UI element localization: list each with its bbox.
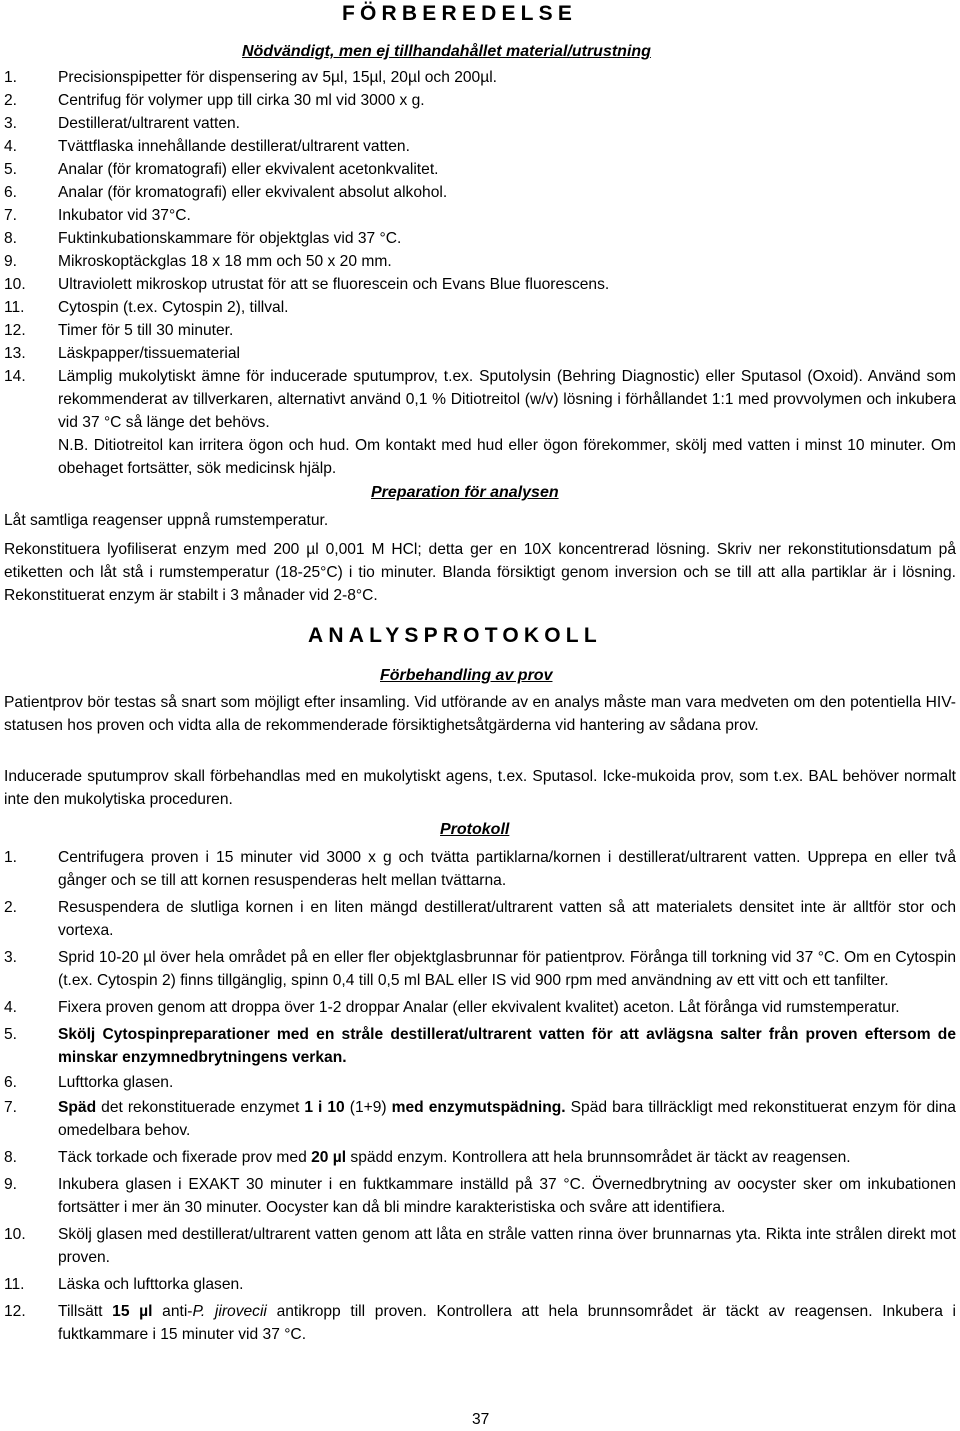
list-item: 7. Inkubator vid 37°C. (4, 207, 191, 224)
protocol-step-6: 6. Lufttorka glasen. (4, 1074, 174, 1091)
list-item-mucolytic: 14. Lämplig mukolytiskt ämne för inducerade sputumprov, t.ex. Sputolysin (Behring Diagnostic) eller Sputasol (Oxoid). Använd som rekommenderat av tillverkaren, alternativt använd 0,1 % Ditiotreitol (w/v) lösning i förhållandet 1:1 med provvolymen och inkubera vid 37 °C så länge det behövs. N.B. Ditiotreitol kan irritera ögon och hud. Om kontakt med hud eller ögon förekommer, skölj med vatten i minst 10 minuter. Om obehaget fortsätter, sök medicinsk hjälp. (4, 365, 956, 480)
protocol-steps (4, 846, 956, 1346)
pretreat-paragraph-2: Inducerade sputumprov skall förbehandlas med en mukolytiskt agens, t.ex. Sputasol. Icke-mukoida prov, som t.ex. BAL behöver normalt inte den mukolytiska proceduren. (4, 768, 956, 808)
protocol-step-10: 10. Skölj glasen med destillerat/ultrarent vatten genom att låta en stråle vatten rinna över brunnarnas yta. Rikta inte strålen direkt mot proven. (4, 1226, 956, 1266)
list-item: 1. Precisionspipetter för dispensering av 5µl, 15µl, 20µl och 200µl. (4, 69, 498, 86)
list-item: 8. Fuktinkubationskammare för objektglas vid 37 °C. (4, 230, 402, 247)
list-item: 11. Cytospin (t.ex. Cytospin 2), tillval. (4, 299, 289, 316)
protocol-step-7: 7. Späd det rekonstituerade enzymet 1 i 10 (1+9) med enzymutspädning. Späd bara tillräckligt med rekonstituerat enzym för dina omedelbara behov. (4, 1099, 956, 1139)
protocol-step-2: 2. Resuspendera de slutliga kornen i en liten mängd destillerat/ultrarent vatten så att materialets densitet inte är alltför stor och vortexa. (4, 899, 956, 939)
prep-paragraph-2: Rekonstituera lyofiliserat enzym med 200 µl 0,001 M HCl; detta ger en 10X koncentrerad lösning. Skriv ner rekonstitutionsdatum på etiketten och låt stå i rumstemperatur (18-25°C) i tio minuter. Blanda försiktigt genom inversion och se till att alla partiklar är i lösning. Rekonstituerat enzym är stabilt i 3 månader vid 2-8°C. (4, 541, 956, 604)
heading-preparation: Preparation för analysen (371, 484, 559, 501)
list-item: 13. Läskpapper/tissuematerial (4, 345, 241, 362)
protocol-step-4: 4. Fixera proven genom att droppa över 1-2 droppar Analar (eller ekvivalent kvalitet) aceton. Låt förånga vid rumstemperatur. (4, 999, 900, 1016)
mucolytic-text: Lämplig mukolytiskt ämne för inducerade sputumprov, t.ex. Sputolysin (Behring Diagnostic) eller Sputasol (Oxoid). Använd som rekommenderat av tillverkaren, alternativt använd 0,1 % Ditiotreitol (w/v) lösning i förhållandet 1:1 med provvolymen och inkubera vid 37 °C så länge det behövs. (58, 368, 956, 431)
protocol-step-3: 3. Sprid 10-20 µl över hela området på en eller fler objektglasbrunnar för patientprov. Förånga till torkning vid 37 °C. Om en Cytospin (t.ex. Cytospin 2) finns tillgänglig, spinn 0,4 till 0,5 ml BAL eller IS vid 900 rpm med användning av ett vitt och ett tanfilter. (4, 949, 956, 989)
page-number: 37 (472, 1411, 490, 1428)
heading-pretreatment: Förbehandling av prov (380, 667, 553, 684)
section-title-analysprotokoll: ANALYSPROTOKOLL (308, 624, 602, 647)
protocol-step-5: 5. Skölj Cytospinpreparationer med en stråle destillerat/ultrarent vatten för att avlägsna salter från proven eftersom de minskar enzymnedbrytningens verkan. (4, 1026, 956, 1066)
list-item: 5. Analar (för kromatografi) eller ekvivalent acetonkvalitet. (4, 161, 439, 178)
list-item: 9. Mikroskoptäckglas 18 x 18 mm och 50 x 20 mm. (4, 253, 392, 270)
protocol-step-9: 9. Inkubera glasen i EXAKT 30 minuter i en fuktkammare inställd på 37 °C. Övernedbrytning av oocyster sker om inkubationen fortsätter i mer än 30 minuter. Oocyster kan då bli mindre karakteristiska och svåre att identifiera. (4, 1176, 956, 1216)
prep-paragraph-1: Låt samtliga reagenser uppnå rumstemperatur. (4, 512, 329, 529)
list-item: 2. Centrifug för volymer upp till cirka 30 ml vid 3000 x g. (4, 92, 425, 109)
safety-note: N.B. Ditiotreitol kan irritera ögon och hud. Om kontakt med hud eller ögon förekommer, skölj med vatten i minst 10 minuter. Om obehaget fortsätter, sök medicinsk hjälp. (58, 437, 956, 477)
list-item: 10. Ultraviolett mikroskop utrustat för att se fluorescein och Evans Blue fluorescens. (4, 276, 610, 293)
list-item: 12. Timer för 5 till 30 minuter. (4, 322, 234, 339)
list-item: 6. Analar (för kromatografi) eller ekvivalent absolut alkohol. (4, 184, 448, 201)
subtitle-materials: Nödvändigt, men ej tillhandahållet material/utrustning (242, 43, 651, 60)
section-title-forberedelse: FÖRBEREDELSE (342, 2, 578, 25)
protocol-step-1: 1. Centrifugera proven i 15 minuter vid 3000 x g och tvätta partiklarna/kornen i destillerat/ultrarent vatten. Upprepa en eller två gånger och se till att kornen resuspenderas helt mellan tvättarna. (4, 849, 956, 889)
pretreat-paragraph-1: Patientprov bör testas så snart som möjligt efter insamling. Vid utförande av en analys måste man vara medveten om den potentiella HIV-statusen hos proven och vidta alla de rekommenderade försiktighetsåtgärderna vid hantering av sådana prov. (4, 694, 956, 734)
protocol-step-11: 11. Läska och lufttorka glasen. (4, 1276, 244, 1293)
protocol-step-12: 12. Tillsätt 15 µl anti-P. jirovecii antikropp till proven. Kontrollera att hela brunnsområdet är täckt av reagensen. Inkubera i fuktkammare i 15 minuter vid 37 °C. (4, 1303, 957, 1343)
list-item: 4. Tvättflaska innehållande destillerat/ultrarent vatten. (4, 138, 410, 155)
protocol-step-8: 8. Täck torkade och fixerade prov med 20 µl spädd enzym. Kontrollera att hela brunnsområdet är täckt av reagensen. (4, 1149, 851, 1166)
list-item: 3. Destillerat/ultrarent vatten. (4, 115, 241, 132)
materials-list (4, 66, 956, 480)
heading-protocol: Protokoll (440, 821, 510, 838)
